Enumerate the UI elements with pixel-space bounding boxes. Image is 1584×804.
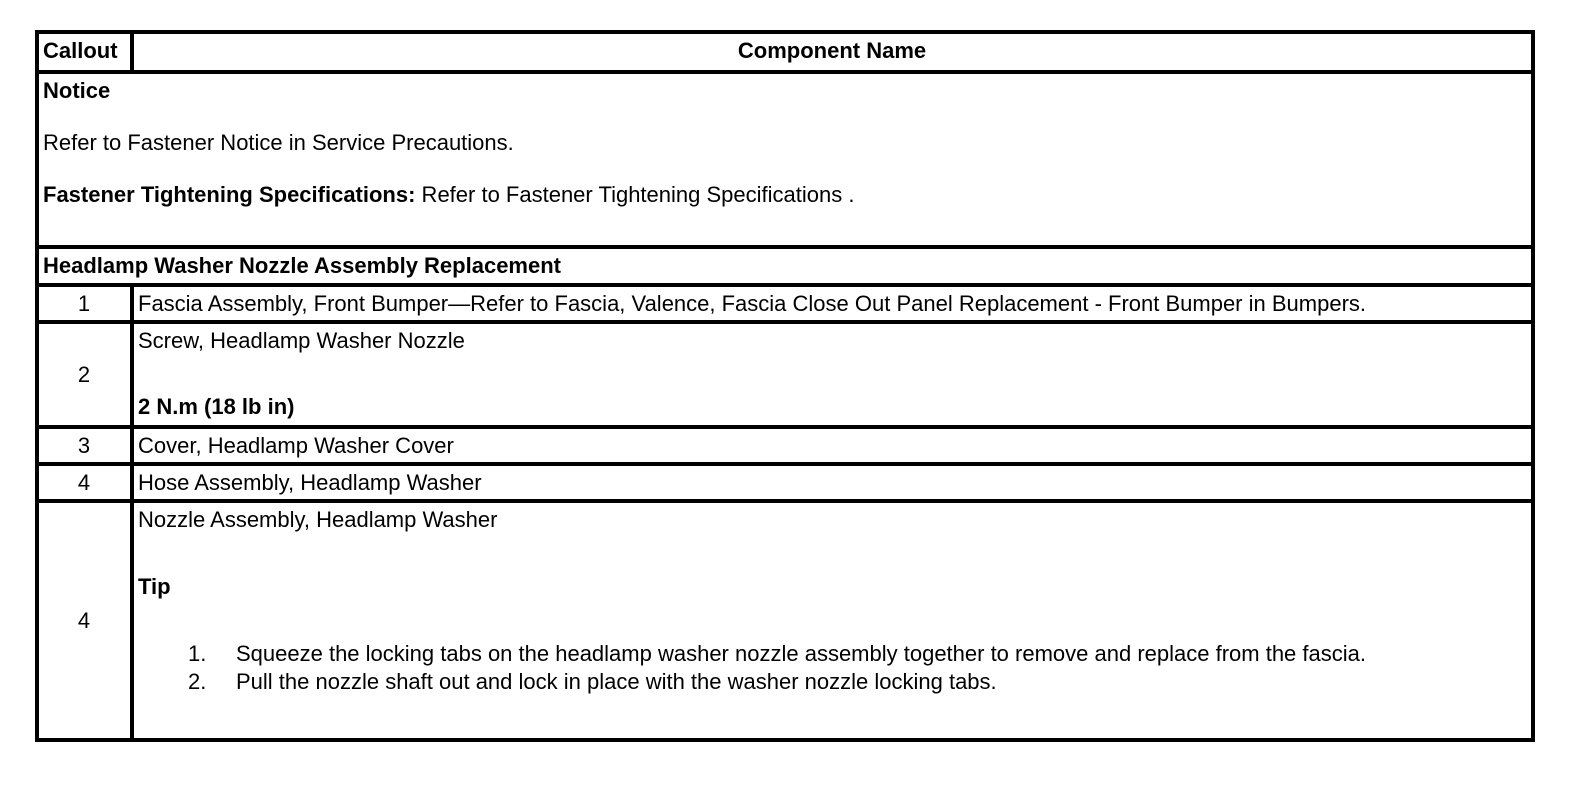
component-name: Screw, Headlamp Washer Nozzle [138,328,465,353]
component-name-cell [132,322,1533,427]
table-row [37,427,1533,464]
callout-column-header: Callout [37,32,132,72]
section-title-row [37,247,1533,285]
table-header-row [37,32,1533,72]
table-row [37,501,1533,740]
notice-row [37,72,1533,247]
notice-cell [37,72,1533,247]
callout-cell: 2 [37,322,132,427]
fastener-spec-label: Fastener Tightening Specifications: [43,182,416,207]
section-title: Headlamp Washer Nozzle Assembly Replacement [37,247,1533,285]
tip-text: Pull the nozzle shaft out and lock in place with the washer nozzle locking tabs. [236,669,997,694]
table-row [37,322,1533,427]
component-name-cell [132,501,1533,740]
callout-cell: 4 [37,464,132,501]
callout-cell: 4 [37,501,132,740]
component-name-cell: Hose Assembly, Headlamp Washer [132,464,1533,501]
torque-spec: 2 N.m (18 lb in) [138,394,295,419]
component-name: Nozzle Assembly, Headlamp Washer [138,507,498,532]
fastener-spec-text: Refer to Fastener Tightening Specifications . [415,182,855,207]
tip-title: Tip [138,574,171,599]
component-name-column-header: Component Name [132,32,1533,72]
tip-item [138,640,1526,668]
tip-number: 2. [188,669,207,694]
tip-list [138,640,1526,696]
notice-title: Notice [43,78,111,103]
table-row [37,464,1533,501]
notice-text: Refer to Fastener Notice in Service Precautions. [43,130,514,155]
tip-item [138,668,1526,696]
fastener-spec-line [43,182,1526,208]
callout-cell: 3 [37,427,132,464]
component-name-cell: Cover, Headlamp Washer Cover [132,427,1533,464]
callout-cell: 1 [37,285,132,322]
tip-text: Squeeze the locking tabs on the headlamp washer nozzle assembly together to remove and replace from the fascia. [236,641,1366,666]
component-table [35,30,1535,742]
component-name-cell: Fascia Assembly, Front Bumper—Refer to Fascia, Valence, Fascia Close Out Panel Replacement - Front Bumper in Bumpers. [132,285,1533,322]
tip-number: 1. [188,641,207,666]
table-row [37,285,1533,322]
